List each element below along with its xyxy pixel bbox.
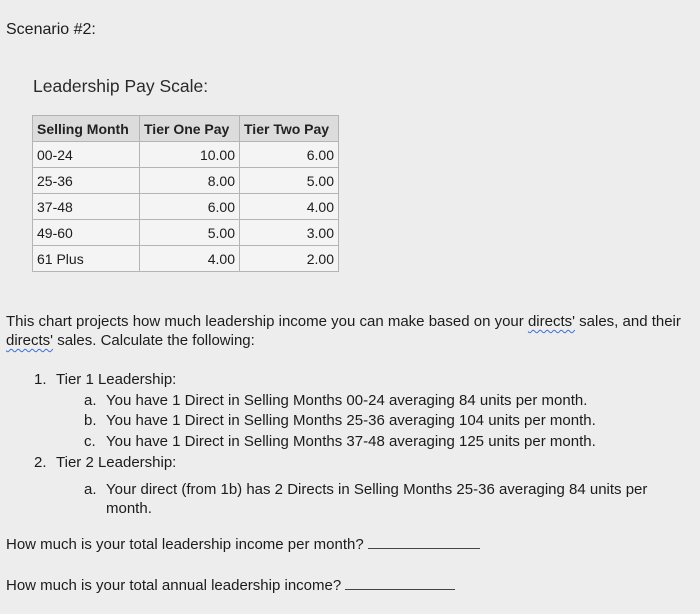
cell-tier-two: 5.00 xyxy=(240,168,339,194)
pay-scale-table xyxy=(32,115,339,272)
answer-blank[interactable] xyxy=(368,547,480,549)
cell-tier-one: 6.00 xyxy=(140,194,240,220)
question-monthly-income xyxy=(6,536,480,553)
cell-month: 00-24 xyxy=(33,142,140,168)
table-row xyxy=(33,168,339,194)
spellcheck-word: directs' xyxy=(6,332,54,349)
cell-tier-one: 5.00 xyxy=(140,220,240,246)
cell-month: 37-48 xyxy=(33,194,140,220)
list-letter: a. xyxy=(84,392,97,409)
list-item-text: Your direct (from 1b) has 2 Directs in Selling Months 25-36 averaging 84 units per month. xyxy=(106,481,648,517)
paragraph-text: This chart projects how much leadership income you can make based on your xyxy=(6,313,528,330)
cell-month: 49-60 xyxy=(33,220,140,246)
question-annual-income xyxy=(6,577,455,594)
cell-tier-one: 10.00 xyxy=(140,142,240,168)
list-number: 1. xyxy=(34,371,47,388)
list-item-text: You have 1 Direct in Selling Months 37-48 averaging 125 units per month. xyxy=(106,433,596,450)
table-row xyxy=(33,194,339,220)
list-item-text: Tier 2 Leadership: xyxy=(56,454,177,471)
cell-tier-two: 4.00 xyxy=(240,194,339,220)
instructions-paragraph xyxy=(6,312,686,350)
question-text: How much is your total annual leadership income? xyxy=(6,577,342,594)
list-letter: a. xyxy=(84,481,97,498)
cell-tier-two: 6.00 xyxy=(240,142,339,168)
list-letter: b. xyxy=(84,412,97,429)
table-row xyxy=(33,246,339,272)
scenario-title: Scenario #2: xyxy=(6,21,96,38)
list-item-text: Tier 1 Leadership: xyxy=(56,371,177,388)
answer-blank[interactable] xyxy=(345,588,455,590)
header-tier-one-pay: Tier One Pay xyxy=(140,116,240,142)
list-number: 2. xyxy=(34,454,47,471)
list-item-text: You have 1 Direct in Selling Months 00-24 averaging 84 units per month. xyxy=(106,392,588,409)
list-letter: c. xyxy=(84,433,96,450)
table-header-row xyxy=(33,116,339,142)
cell-tier-two: 2.00 xyxy=(240,246,339,272)
table-row xyxy=(33,142,339,168)
pay-scale-title: Leadership Pay Scale: xyxy=(33,76,209,96)
table-row xyxy=(33,220,339,246)
cell-month: 61 Plus xyxy=(33,246,140,272)
question-text: How much is your total leadership income per month? xyxy=(6,536,364,553)
spellcheck-word: directs' xyxy=(527,313,575,330)
header-selling-month: Selling Month xyxy=(33,116,140,142)
cell-month: 25-36 xyxy=(33,168,140,194)
cell-tier-one: 8.00 xyxy=(140,168,240,194)
paragraph-text: sales, and their xyxy=(574,313,681,330)
paragraph-text: sales. Calculate the following: xyxy=(53,332,255,349)
cell-tier-two: 3.00 xyxy=(240,220,339,246)
header-tier-two-pay: Tier Two Pay xyxy=(240,116,339,142)
cell-tier-one: 4.00 xyxy=(140,246,240,272)
list-item-text: You have 1 Direct in Selling Months 25-36 averaging 104 units per month. xyxy=(106,412,596,429)
list-item xyxy=(84,480,674,518)
